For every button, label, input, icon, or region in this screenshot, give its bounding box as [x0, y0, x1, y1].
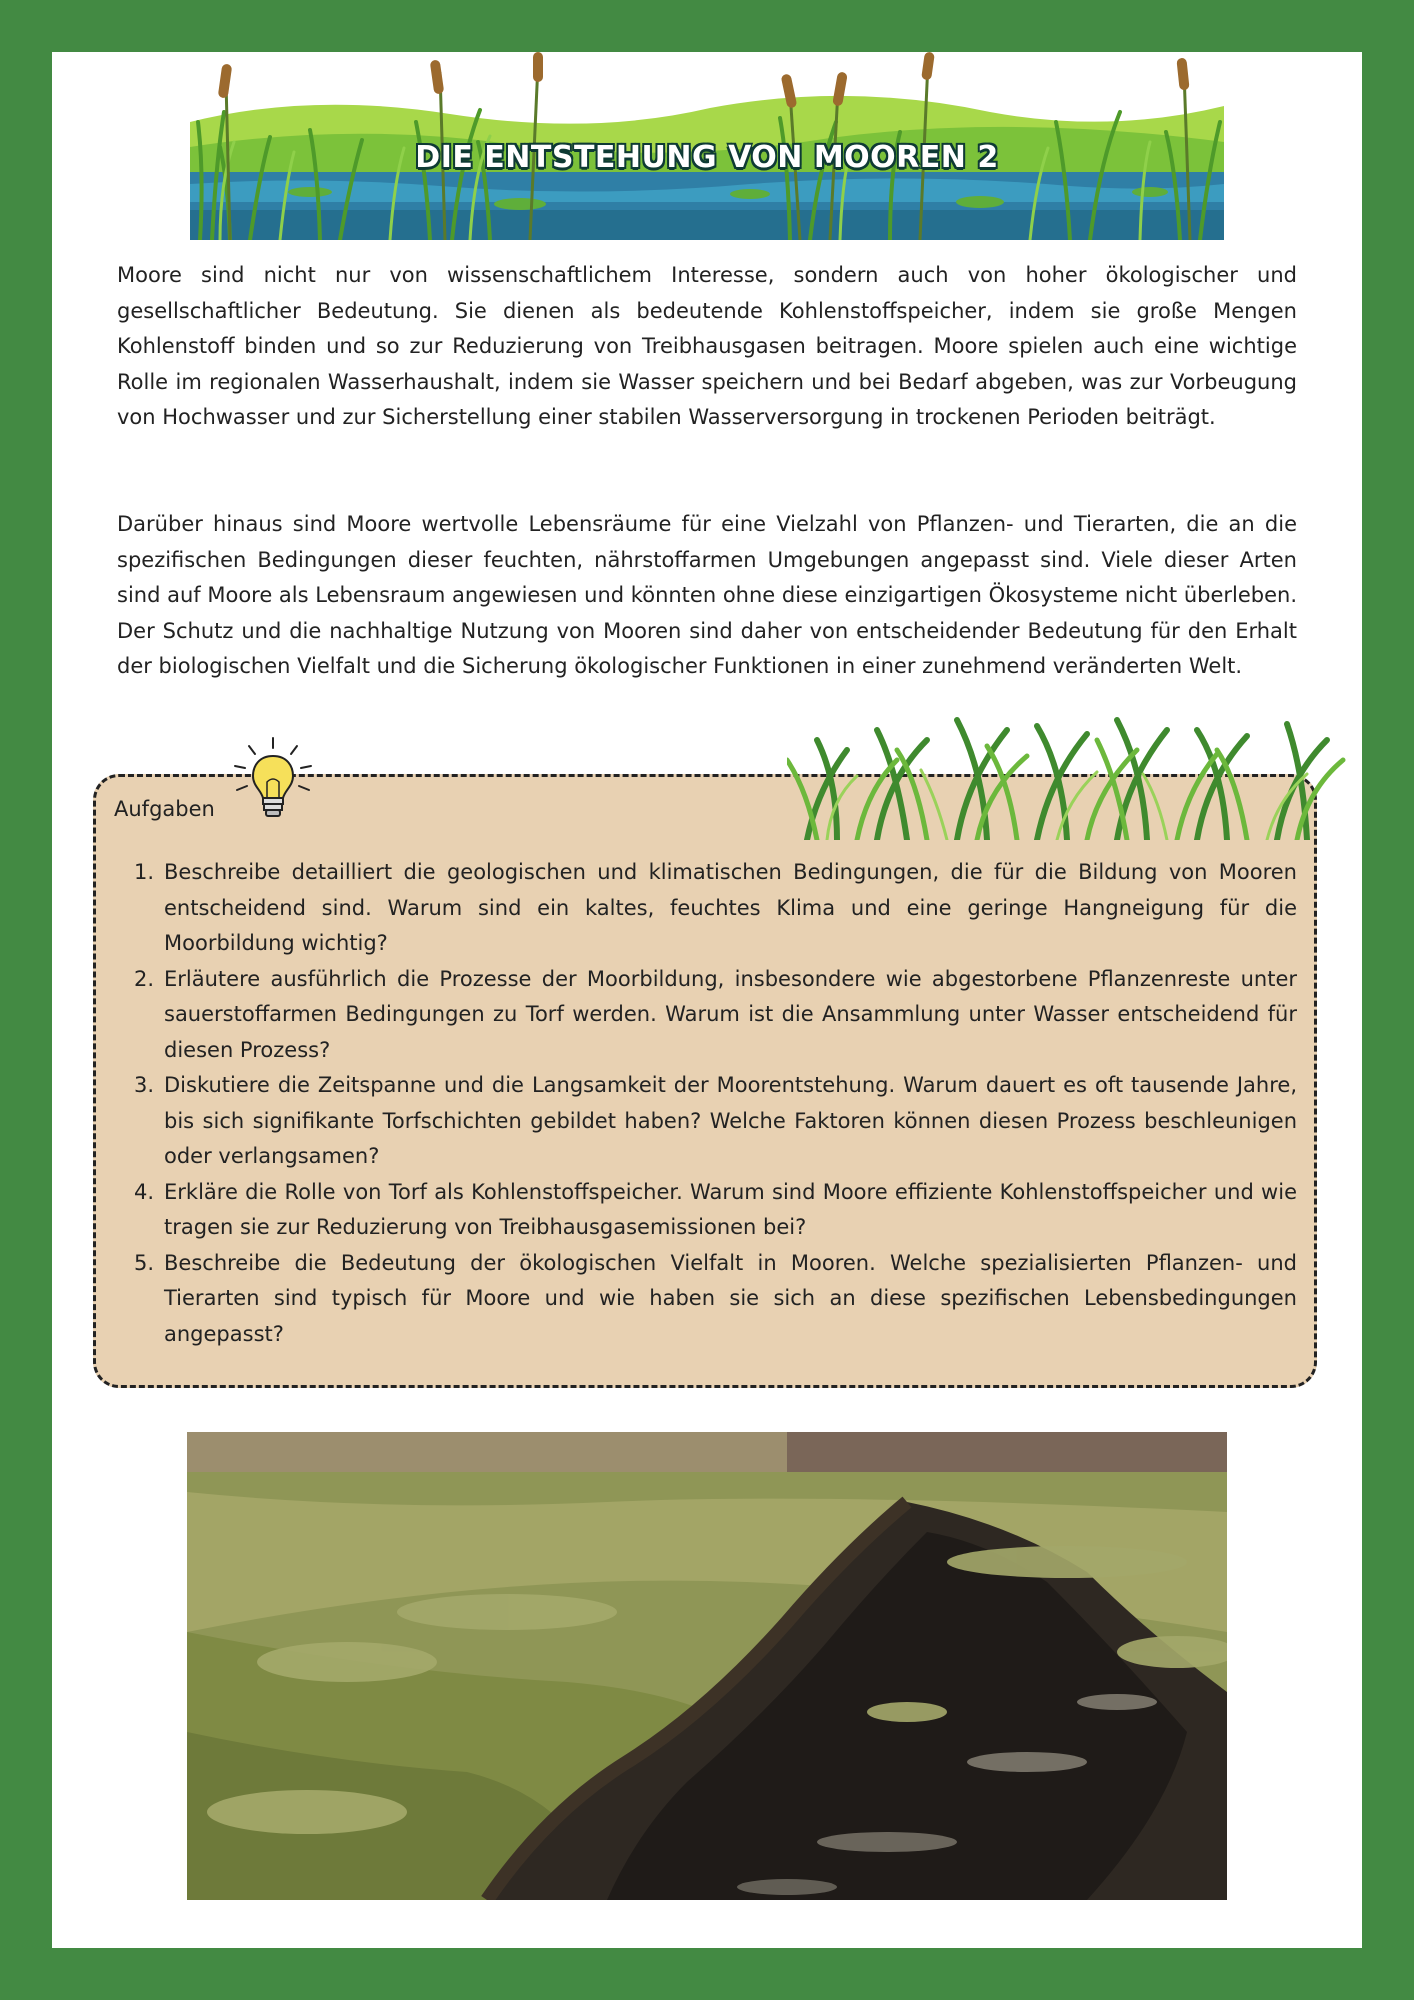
tasks-heading: Aufgaben — [114, 797, 215, 821]
title-banner — [190, 52, 1224, 240]
task-item-3 — [134, 1068, 1297, 1175]
task-number: 5. — [134, 1250, 155, 1275]
worksheet-page — [52, 52, 1362, 1948]
intro-paragraph: Moore sind nicht nur von wissenschaftlichem Interesse, sondern auch von hoher ökologischer und gesellschaftlicher Bedeutung. Sie dienen als bedeutende Kohlenstoffspeicher, indem sie große Mengen Kohlenstoff binden und so zur Reduzierung von Treibhausgasen beitragen. Moore spielen auch eine wichtige Rolle im regionalen Wasserhaushalt, indem sie Wasser speichern und bei Bedarf abgeben, was zur Vorbeugung von Hochwasser und zur Sicherstellung einer stabilen Wasserversorgung in trockenen Perioden beiträgt. — [117, 263, 1297, 429]
grass-decoration — [787, 710, 1347, 840]
task-text: Beschreibe detailliert die geologischen und klimatischen Bedingungen, die für die Bildung von Mooren entscheidend sind. Warum sind ein kaltes, feuchtes Klima und eine geringe Hangneigung für die Moorbildung wichtig? — [164, 860, 1297, 955]
task-text: Erläutere ausführlich die Prozesse der Moorbildung, insbesondere wie abgestorbene Pflanzenreste unter sauerstoffarmen Bedingungen zu Torf werden. Warum ist die Ansammlung unter Wasser entscheidend für diesen Prozess? — [164, 966, 1297, 1062]
task-item-2 — [134, 962, 1297, 1069]
task-number: 1. — [134, 860, 155, 884]
task-text: Erkläre die Rolle von Torf als Kohlenstoffspeicher. Warum sind Moore effiziente Kohlenstoffspeicher und wie tragen sie zur Reduzierung von Treibhausgasemissionen bei? — [164, 1179, 1297, 1239]
task-list — [134, 855, 1297, 1352]
task-item-5 — [134, 1246, 1297, 1353]
task-item-1 — [134, 855, 1297, 962]
tasks-box — [93, 774, 1317, 1388]
task-text: Beschreibe die Bedeutung der ökologischen Vielfalt in Mooren. Welche spezialisierten Pflanzen- und Tierarten sind typisch für Moore und wie haben sie sich an diese spezifischen Lebensbedingungen angepasst? — [164, 1250, 1297, 1346]
task-number: 4. — [134, 1179, 155, 1204]
task-text: Diskutiere die Zeitspanne und die Langsamkeit der Moorentstehung. Warum dauert es oft tausende Jahre, bis sich signifikante Torfschichten gebildet haben? Welche Faktoren können diesen Prozess beschleunigen oder verlangsamen? — [164, 1073, 1297, 1168]
second-paragraph: Darüber hinaus sind Moore wertvolle Lebensräume für eine Vielzahl von Pflanzen- und Tierarten, die an die spezifischen Bedingungen dieser feuchten, nährstoffarmen Umgebungen angepasst sind. Viele dieser Arten sind auf Moore als Lebensraum angewiesen und könnten ohne diese einzigartigen Ökosysteme nicht überleben. Der Schutz und die nachhaltige Nutzung von Mooren sind daher von entscheidender Bedeutung für den Erhalt der biologischen Vielfalt und die Sicherung ökologischer Funktionen in einer zunehmend veränderten Welt. — [117, 512, 1297, 678]
task-number: 2. — [134, 966, 155, 991]
task-number: 3. — [134, 1073, 155, 1097]
page-title: DIE ENTSTEHUNG VON MOOREN 2 — [415, 140, 999, 175]
peat-bog-photo — [187, 1432, 1227, 1900]
task-item-4 — [134, 1175, 1297, 1246]
lightbulb-icon — [227, 734, 319, 826]
